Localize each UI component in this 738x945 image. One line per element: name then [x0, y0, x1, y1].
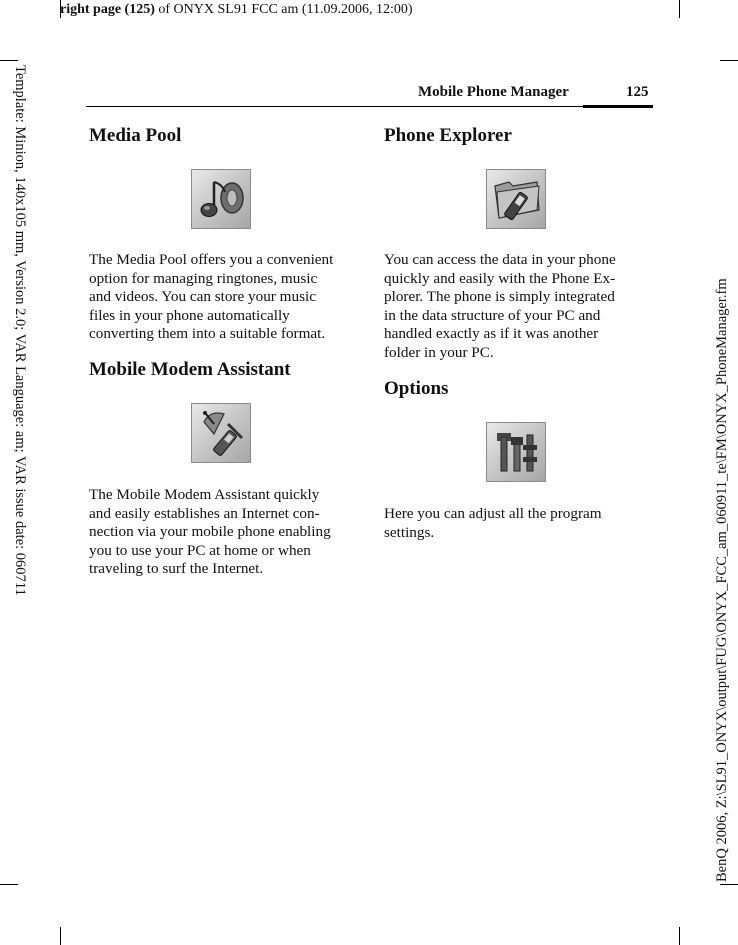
- file-path-text: BenQ 2006, Z:\SL91_ONYX\output\FUG\ONYX_FCC_am_060911_te\FM\ONYX_PhoneManager.fm: [714, 278, 730, 882]
- text-line: nection via your mobile phone enabling: [89, 523, 331, 541]
- text-line: traveling to surf the Internet.: [89, 560, 264, 578]
- print-header: [60, 0, 413, 20]
- text-line: you to use your PC at home or when: [89, 541, 311, 559]
- crop-mark: [0, 60, 18, 61]
- crop-mark: [720, 60, 738, 61]
- text-line: The Mobile Modem Assistant quickly: [89, 486, 320, 503]
- text-line: The Media Pool offers you a convenient: [89, 251, 334, 268]
- media-pool-icon: [191, 169, 251, 229]
- text-line: and easily establishes an Internet con-: [89, 504, 320, 522]
- text-line: settings.: [384, 523, 435, 541]
- text-line: in the data structure of your PC and: [384, 306, 601, 324]
- text-line: handled exactly as if it was another: [384, 325, 599, 343]
- text-line: converting them into a suitable format.: [89, 325, 326, 343]
- options-heading: Options: [384, 378, 449, 399]
- text-line: quickly and easily with the Phone Ex-: [384, 269, 616, 287]
- phone-explorer-icon: [486, 169, 546, 229]
- text-line: files in your phone automatically: [89, 306, 290, 324]
- phone-explorer-body: [384, 251, 659, 363]
- text-line: and videos. You can store your music: [89, 288, 316, 306]
- text-line: option for managing ringtones, music: [89, 269, 318, 287]
- template-info-margin: [10, 65, 30, 885]
- media-pool-body: [89, 251, 364, 344]
- phone-explorer-heading: Phone Explorer: [384, 125, 512, 146]
- print-header-info: of ONYX SL91 FCC am (11.09.2006, 12:00): [154, 2, 413, 17]
- text-line: folder in your PC.: [384, 343, 494, 361]
- page-number: 125: [626, 84, 649, 100]
- text-line: plorer. The phone is simply integrated: [384, 288, 615, 306]
- text-line: Here you can adjust all the program: [384, 505, 602, 522]
- running-head-title: Mobile Phone Manager: [418, 84, 569, 100]
- options-tools-icon: [486, 422, 546, 482]
- file-path-margin: [712, 190, 732, 890]
- modem-assistant-icon: [191, 403, 251, 463]
- header-rule-accent: [583, 105, 653, 108]
- template-info-text: Template: Minion, 140x105 mm, Version 2.0; VAR Language: am; VAR issue date: 060711: [12, 65, 28, 596]
- modem-assistant-body: [89, 486, 364, 579]
- crop-mark: [60, 927, 61, 945]
- crop-mark: [679, 927, 680, 945]
- print-header-page: right page (125): [60, 2, 155, 17]
- crop-mark: [679, 0, 680, 18]
- header-rule: [86, 106, 583, 107]
- modem-assistant-heading: Mobile Modem Assistant: [89, 359, 291, 380]
- media-pool-heading: Media Pool: [89, 125, 182, 146]
- options-body: [384, 505, 659, 542]
- text-line: You can access the data in your phone: [384, 251, 616, 268]
